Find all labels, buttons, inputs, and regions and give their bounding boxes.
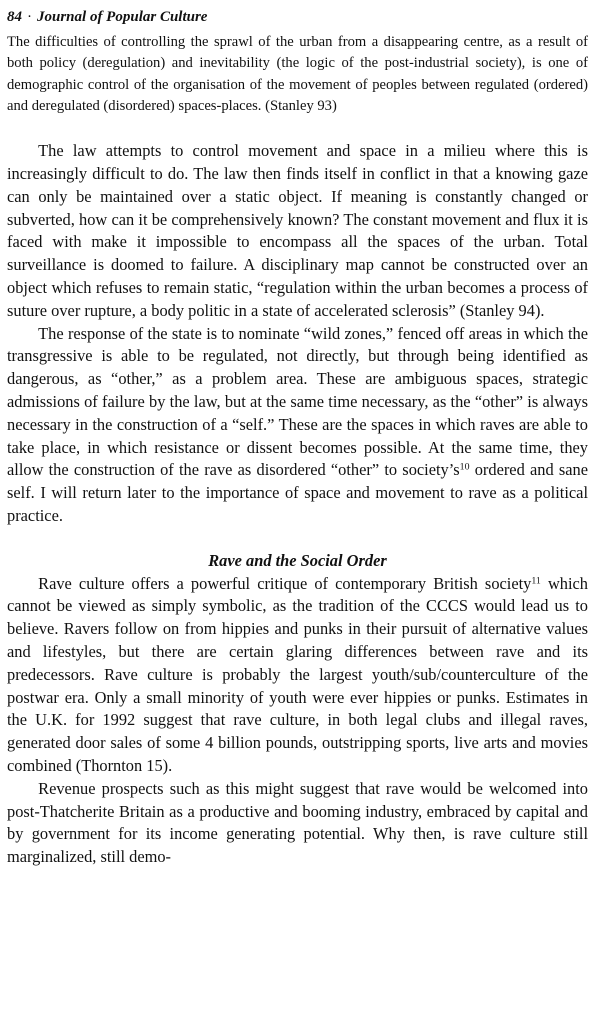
paragraph-text: ordered and sane self. I will return later to the importance of space and movement to rave as a political practice.: [7, 460, 588, 525]
journal-title: Journal of Popular Culture: [37, 9, 208, 25]
paragraph-text: The response of the state is to nominate “wild zones,” fenced off areas in which the transgressive is able to be regulated, not directly, but through being identified as dangerous, as “other,” as a problem area. These are ambiguous spaces, strategic admissions of failure by the law, but at the same time necessary, as the “other” is always necessary in the construction of a “self.” These are the spaces in which raves are able to take place, in which resistance or dissent becomes possible. At the same time, they allow the construction of the rave as disordered “other” to society’s: [7, 323, 588, 480]
paragraph-rave-critique: [7, 573, 588, 778]
paragraph-wild-zones: [7, 323, 588, 528]
paragraph-text: which cannot be viewed as simply symbolic, as the tradition of the CCCS would lead us to believe. Ravers follow on from hippies and punks in their pursuit of alternative values and lifestyles, but there are certain glaring differences between rave and its predecessors. Rave culture is probably the largest youth/sub/counterculture of the postwar era. Only a small minority of youth were ever hippies or punks. Estimates in the U.K. for 1992 suggest that rave culture, in both legal clubs and illegal raves, generated door sales of some 4 billion pounds, outstripping sports, live arts and movies combined (Thornton 15).: [7, 573, 588, 775]
header-separator: ·: [27, 9, 32, 25]
footnote-ref-11: 11: [531, 575, 541, 587]
footnote-ref-10: 10: [459, 461, 470, 473]
paragraph-revenue: Revenue prospects such as this might suggest that rave would be welcomed into post-Thatcherite Britain as a productive and booming industry, embraced by capital and by government for its income generating potential. Why then, is rave culture still marginalized, still demo-: [7, 778, 588, 867]
section-heading: Rave and the Social Order: [208, 550, 387, 570]
paragraph-text: Rave culture offers a powerful critique of contemporary British society: [38, 573, 532, 593]
paragraph-law-movement: The law attempts to control movement and space in a milieu where this is increasingly difficult to do. The law then finds itself in conflict in that a knowing gaze can only be maintained over a static object. If meaning is constantly changed or subverted, how can it be comprehensively known? The constant movement and flux it is faced with make it impossible to encompass all the spaces of the urban. Total surveillance is doomed to failure. A disciplinary map cannot be constructed over an object which refuses to remain static, “regulation within the urban becomes a process of suture over rupture, a body politic in a state of accelerated sclerosis” (Stanley 94).: [7, 141, 588, 320]
block-quote: The difficulties of controlling the sprawl of the urban from a disappearing centre, as a result of both policy (deregulation) and inevitability (the logic of the post-industrial society), is one of demographic control of the organisation of the movement of peoples between regulated (ordered) and deregulated (disordered) spaces-places. (Stanley 93): [7, 34, 588, 114]
running-head: [7, 6, 588, 28]
page-number: 84: [7, 9, 22, 25]
